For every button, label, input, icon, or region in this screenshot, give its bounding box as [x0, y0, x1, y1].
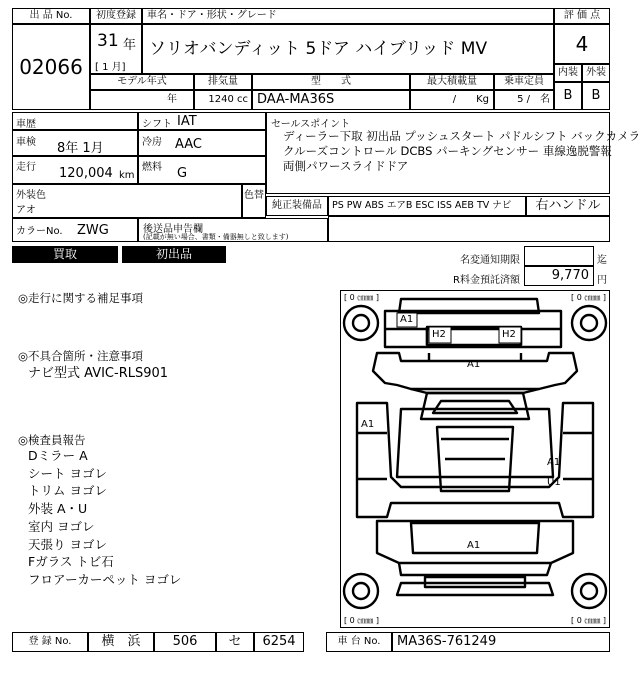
car-diagram [340, 290, 610, 628]
chassis-value: MA36S-761249 [397, 634, 497, 649]
reg-class-box [154, 632, 216, 652]
first-reg-box [90, 24, 142, 74]
inspector-title: ◎検査員報告 [18, 433, 86, 447]
damage-mark: A1 [467, 359, 481, 370]
inspector-line: 外装 A・U [28, 501, 88, 517]
car-name-box [142, 24, 554, 74]
interior-label: 内装 [558, 67, 578, 78]
shift-value: IAT [177, 114, 197, 129]
inspector-line: Fガラス トビ石 [28, 554, 114, 570]
exterior-label: 外装 [586, 67, 606, 78]
equipment-label-box [266, 196, 328, 216]
inspection-label: 車検 [16, 137, 36, 148]
driving-title: ◎走行に関する補足事項 [18, 291, 144, 305]
ac-box [138, 130, 266, 156]
color-change-box [242, 184, 266, 218]
defect-line: ナビ型式 AVIC-RLS901 [28, 366, 169, 381]
recycle-value: 9,770 [551, 268, 589, 283]
reg-class: 506 [172, 634, 198, 649]
type-label: 型 式 [311, 76, 351, 87]
shift-box [138, 112, 266, 130]
fuel-label: 燃料 [142, 162, 162, 173]
reg-num-box [254, 632, 304, 652]
model-year-label-box [90, 74, 194, 90]
interior-label-box [554, 64, 582, 82]
inspection-box [12, 130, 138, 156]
ext-color-value: アオ [16, 205, 36, 216]
history-box [12, 112, 138, 130]
recycle-box [524, 266, 594, 286]
history-label: 車歴 [16, 119, 36, 130]
shift-label: シフト [142, 119, 172, 130]
rating-value: 4 [575, 32, 589, 56]
rating-box [554, 24, 610, 64]
year-unit: 年 [123, 38, 137, 53]
first-reg-label: 初度登録 [96, 10, 136, 21]
fuel-value: G [177, 166, 188, 181]
displacement-label: 排気量 [208, 76, 238, 87]
mileage-box [12, 156, 138, 184]
ac-label: 冷房 [142, 137, 162, 148]
ext-color-box [12, 184, 242, 218]
recycle-unit: 円 [597, 275, 607, 286]
car-outline-svg [341, 291, 609, 627]
type-label-box [252, 74, 410, 90]
car-name: ソリオバンディット 5ドア ハイブリッド MV [149, 39, 488, 59]
reg-kana-box [216, 632, 254, 652]
reg-label-box [12, 632, 88, 652]
interior-grade-box [554, 82, 582, 110]
color-change-label: 色替 [244, 190, 264, 201]
first-listing-tag: 初出品 [122, 246, 226, 263]
equipment-items: PS PW ABS エアB ESC ISS AEB TV ナビ [332, 200, 512, 211]
sales-points-text [283, 129, 640, 174]
corner-bottom-right: [ 0 ㎝㎜ ] [571, 616, 606, 625]
reg-year: 31 [97, 31, 119, 51]
mileage-value: 120,004 [59, 166, 113, 181]
handle-value: 右ハンドル [535, 198, 601, 213]
damage-mark: U1 [547, 477, 561, 488]
sales-line: ディーラー下取 初出品 プッシュスタート パドルシフト バックカメラ [283, 129, 640, 143]
type-value: DAA-MA36S [257, 92, 335, 107]
reg-num: 6254 [262, 634, 296, 649]
name-change-box [524, 246, 594, 266]
inspection-value: 8年 1月 [57, 141, 104, 156]
displacement-label-box [194, 74, 252, 90]
chassis-label-box [326, 632, 392, 652]
ac-value: AAC [175, 137, 202, 152]
color-no-value: ZWG [77, 223, 109, 238]
displacement-box [194, 90, 252, 110]
damage-mark: A1 [361, 419, 375, 430]
damage-mark: H2 [502, 329, 516, 340]
mileage-unit: km [119, 170, 135, 181]
mileage-label: 走行 [16, 162, 36, 173]
color-no-label: カラーNo. [16, 226, 63, 237]
interior-grade: B [563, 88, 573, 103]
docs-label: 後送品申告欄 [143, 224, 203, 235]
reg-month: [ 1 月] [95, 62, 126, 73]
load-label-box [410, 74, 494, 90]
color-no-box [12, 218, 138, 242]
fuel-box [138, 156, 266, 184]
exterior-label-box [582, 64, 610, 82]
capacity-box [494, 90, 554, 110]
exterior-grade-box [582, 82, 610, 110]
load-value: / Kg [452, 94, 489, 105]
reg-city-box [88, 632, 154, 652]
damage-mark: A1 [467, 540, 481, 551]
defects-title: ◎不具合箇所・注意事項 [18, 349, 144, 363]
model-year-unit: 年 [167, 94, 177, 105]
sales-points-box [266, 112, 640, 194]
docs-box [138, 218, 328, 242]
inspector-line: 室内 ヨゴレ [28, 518, 95, 534]
lot-number-box [12, 24, 90, 110]
inspector-line: フロアーカーペット ヨゴレ [28, 571, 182, 587]
lot-number: 02066 [19, 55, 83, 79]
corner-top-left: [ 0 ㎝㎜ ] [344, 293, 379, 302]
reg-label: 登 録 No. [28, 636, 72, 647]
capacity-label: 乗車定員 [504, 76, 544, 87]
empty-box [328, 216, 610, 242]
damage-mark: A1 [547, 457, 561, 468]
name-label-box [142, 8, 554, 24]
type-box [252, 90, 410, 110]
load-box [410, 90, 494, 110]
corner-bottom-left: [ 0 ㎝㎜ ] [344, 616, 379, 625]
lot-label: 出 品 No. [29, 10, 73, 21]
load-label: 最大積載量 [427, 76, 477, 87]
sales-line: 両側パワースライドドア [283, 159, 409, 173]
car-name-label: 車名・ドア・形状・グレード [147, 10, 277, 21]
lot-label-box [12, 8, 90, 24]
equipment-items-box [328, 196, 526, 216]
damage-mark: H2 [432, 329, 446, 340]
docs-note: (記載が無い場合、書類・備器無しと致します) [143, 233, 289, 241]
first-reg-label-box [90, 8, 142, 24]
equipment-label: 純正装備品 [272, 200, 322, 211]
sales-line: クルーズコントロール DCBS パーキングセンサー 車線逸脱警報 [283, 144, 612, 158]
handle-box [526, 196, 610, 216]
displacement-value: 1240 cc [208, 94, 248, 105]
chassis-label: 車 台 No. [337, 636, 381, 647]
corner-top-right: [ 0 ㎝㎜ ] [571, 293, 606, 302]
inspector-line: シート ヨゴレ [28, 465, 107, 481]
inspector-lines [28, 447, 181, 589]
reg-city: 横 浜 [101, 634, 141, 649]
exterior-grade: B [591, 88, 601, 103]
inspector-line: 天張り ヨゴレ [28, 536, 107, 552]
rating-label-box [554, 8, 610, 24]
recycle-label: R料金預託済額 [453, 275, 520, 286]
damage-mark: A1 [400, 314, 414, 325]
capacity-value: 5 / 名 [517, 94, 550, 105]
model-year-label: モデル年式 [117, 76, 167, 87]
model-year-box [90, 90, 194, 110]
rating-label: 評 価 点 [563, 10, 601, 21]
name-change-unit: 迄 [597, 255, 607, 266]
sales-points-label: セールスポイント [271, 119, 351, 130]
reg-kana: セ [228, 634, 242, 649]
buy-tag: 買取 [12, 246, 118, 263]
capacity-label-box [494, 74, 554, 90]
ext-color-label: 外装色 [16, 190, 46, 201]
chassis-box [392, 632, 610, 652]
inspector-line: Dミラー A [28, 448, 88, 463]
inspector-line: トリム ヨゴレ [28, 483, 107, 499]
name-change-label: 名変通知期限 [460, 255, 520, 266]
